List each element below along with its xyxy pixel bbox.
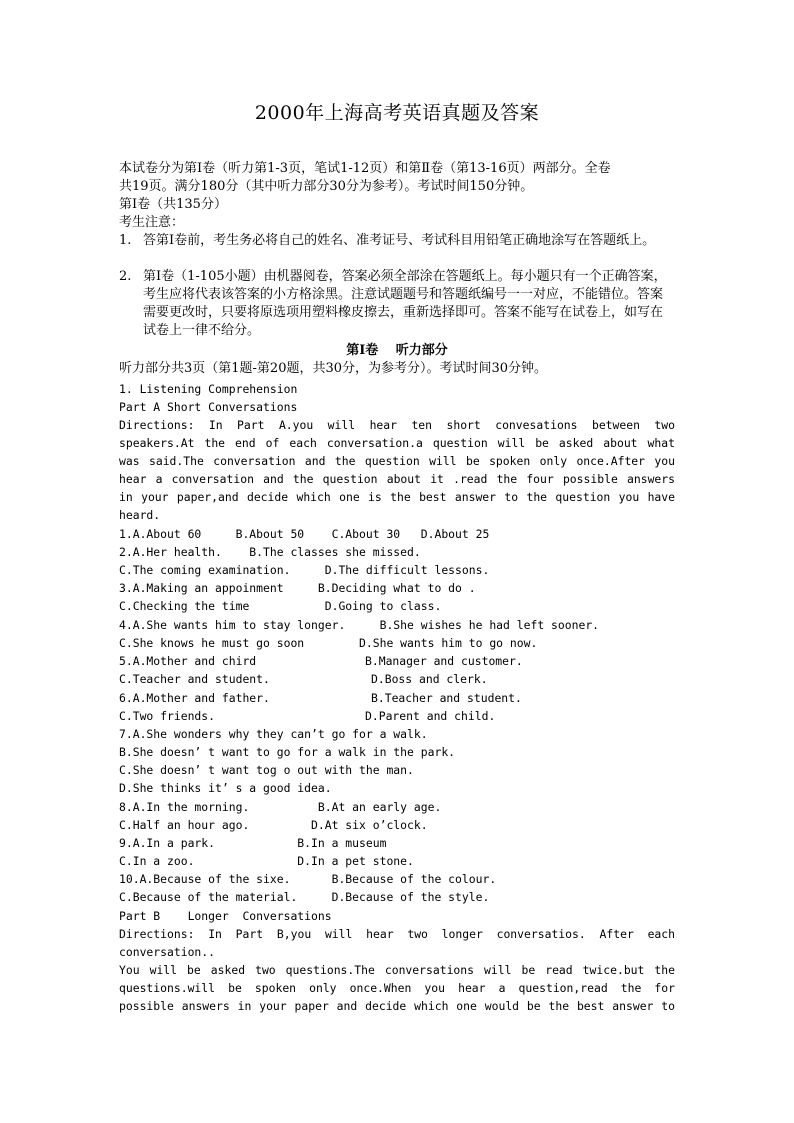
question-7-option-c: C.She doesn’ t want tog o out with the man. [119, 763, 414, 777]
part-b-heading: Part B Longer Conversations [119, 909, 332, 923]
question-9-options-ab: 9.A.In a park. B.In a museum [119, 836, 387, 850]
question-7-option-a: 7.A.She wonders why they can’t go for a walk. [119, 727, 428, 741]
question-4-options-ab: 4.A.She wants him to stay longer. B.She wishes he had left sooner. [119, 618, 600, 632]
notice-number: 1. [119, 233, 132, 248]
directions-b-line: questions.will be spoken only once.When you hear a question,read the for [119, 981, 675, 995]
question-1: 1.A.About 60 B.About 50 C.About 30 D.About 25 [119, 527, 490, 541]
question-6-option-d: D.Parent and child. [365, 709, 496, 723]
question-5-option-b: B.Manager and customer. [365, 654, 523, 668]
question-6-option-b: B.Teacher and student. [371, 691, 522, 705]
question-5-option-a: 5.A.Mother and chird [119, 654, 257, 668]
question-5-option-d: D.Boss and clerk. [371, 672, 488, 686]
directions-a-line: hear a conversation and the question about it .read the four possible answers [119, 472, 675, 486]
question-7-option-d: D.She thinks it’ s a good idea. [119, 781, 332, 795]
part-one-heading: 第Ⅰ卷（共135分） [119, 197, 227, 212]
part-a-heading: Part A Short Conversations [119, 400, 298, 414]
question-8-options-ab: 8.A.In the morning. B.At an early age. [119, 800, 442, 814]
question-7-option-b: B.She doesn’ t want to go for a walk in the park. [119, 745, 456, 759]
intro-line-2: 共19页。满分180分（其中听力部分30分为参考）。考试时间150分钟。 [119, 179, 534, 194]
question-8-options-cd: C.Half an hour ago. D.At six o’clock. [119, 818, 428, 832]
section-title: 第Ⅰ卷 听力部分 [346, 343, 448, 358]
question-9-options-cd: C.In a zoo. D.In a pet stone. [119, 854, 414, 868]
question-10-options-cd: C.Because of the material. D.Because of the style. [119, 890, 490, 904]
directions-a-line: in your paper,and decide which one is the best answer to the question you have [119, 490, 675, 504]
directions-b-line: possible answers in your paper and decide which one would be the best answer to [119, 999, 675, 1013]
question-3-options-ab: 3.A.Making an appoinment B.Deciding what to do . [119, 581, 476, 595]
question-2-options-ab: 2.A.Her health. B.The classes she missed. [119, 545, 421, 559]
listening-info: 听力部分共3页（第1题-第20题，共30分，为参考分）。考试时间30分钟。 [119, 361, 548, 376]
page-title: 2000年上海高考英语真题及答案 [254, 102, 540, 124]
notice-item-2 [119, 268, 675, 340]
intro-line-1: 本试卷分为第Ⅰ卷（听力第1-3页，笔试1-12页）和第Ⅱ卷（第13-16页）两部分。全卷 [119, 161, 611, 176]
directions-b-last-line: conversation.. [119, 945, 216, 959]
listening-heading: 1. Listening Comprehension [119, 382, 298, 396]
question-6-option-a: 6.A.Mother and father. [119, 691, 270, 705]
directions-a-line: was said.The conversation and the question will be spoken only once.After you [119, 454, 675, 468]
question-4-options-cd: C.She knows he must go soon D.She wants him to go now. [119, 636, 538, 650]
directions-a-last-line: heard. [119, 508, 161, 522]
question-3-options-cd: C.Checking the time D.Going to class. [119, 599, 442, 613]
question-6-option-c: C.Two friends. [119, 709, 216, 723]
directions-a-line: speakers.At the end of each conversation.a question will be asked about what [119, 436, 675, 450]
question-5-option-c: C.Teacher and student. [119, 672, 270, 686]
directions-b-line: Directions: In Part B,you will hear two longer conversatios. After each [119, 927, 675, 941]
notice-item-1 [119, 232, 675, 250]
notice-number: 2. [119, 269, 132, 284]
directions-b-line: You will be asked two questions.The conversations will be read twice.but the [119, 963, 675, 977]
question-10-options-ab: 10.A.Because of the sixe. B.Because of the colour. [119, 872, 497, 886]
notice-title: 考生注意： [119, 215, 185, 230]
question-2-options-cd: C.The coming examination. D.The difficult lessons. [119, 563, 490, 577]
directions-a-line: Directions: In Part A.you will hear ten short convesations between two [119, 418, 675, 432]
notice-text: 答第Ⅰ卷前，考生务必将自己的姓名、准考证号、考试科目用铅笔正确地涂写在答题纸上。 [143, 233, 656, 248]
notice-text: 第Ⅰ卷（1-105小题）由机器阅卷，答案必须全部涂在答题纸上。每小题只有一个正确答案，考生应将代表该答案的小方格涂黑。注意试题题号和答题纸编号一一对应，不能错位。答案需要更改时，只要将原选项用塑料橡皮擦去，重新选择即可。答案不能写在试卷上，如写在试卷上一律不给分。 [143, 269, 667, 338]
